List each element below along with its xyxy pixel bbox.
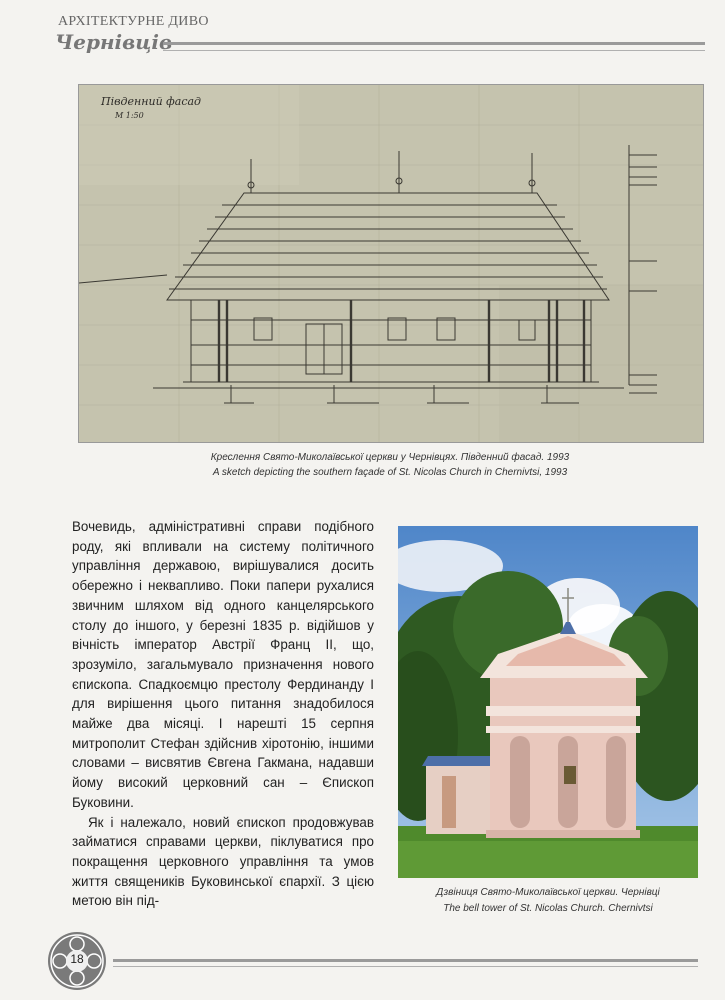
bell-tower-photo <box>398 526 698 878</box>
figure2-caption-ua: Дзвіниця Свято-Миколаївської церкви. Чернівці <box>436 887 660 898</box>
figure1-caption <box>78 450 702 480</box>
paragraph-2: Як і належало, новий єпископ продовжував займатися справами церкви, піклуватися про покращення церковного управління та умов життя священиків Буковинської єпархії. З цією метою він під- <box>72 814 374 909</box>
series-title: АРХІТЕКТУРНЕ ДИВО <box>58 14 209 29</box>
header-rule <box>163 42 705 51</box>
body-text <box>72 517 374 911</box>
figure2-caption-en: The bell tower of St. Nicolas Church. Chernivtsi <box>443 903 653 914</box>
figure1-caption-ua: Креслення Свято-Миколаївської церкви у Чернівцях. Південний фасад. 1993 <box>210 452 570 463</box>
sketch-label: Південний фасад <box>101 95 202 108</box>
page-number: 18 <box>70 952 84 966</box>
church-facade-sketch <box>78 84 704 443</box>
figure1-caption-en: A sketch depicting the southern façade of St. Nicolas Church in Chernivtsi, 1993 <box>212 467 568 478</box>
city-title: Чернівців <box>55 30 173 54</box>
figure2-caption <box>398 885 698 917</box>
sketch-scale: М 1:50 <box>115 111 144 120</box>
footer-rule <box>113 959 698 967</box>
paragraph-1: Вочевидь, адміністративні справи подібного роду, які впливали на систему політичного управління державою, вирішувалися досить обережно і неквапливо. Поки папери рухалися звичним шляхом від одного канцелярського столу до іншого, у березні 1835 р. відійшов у вічність імператор Австрії Франц II, що, зрозуміло, загальмувало призначення нового єпископа. Спадкоємцю престолу Фердинанду І для вирішення цього питання знадобилося майже два місяці. І нарешті 15 серпня митрополит Стефан здійснив хіротонію, іншими словами – висвятив Євгена Гакмана, надавши йому високий церковний сан – Єпископ Буковини. <box>72 519 374 810</box>
